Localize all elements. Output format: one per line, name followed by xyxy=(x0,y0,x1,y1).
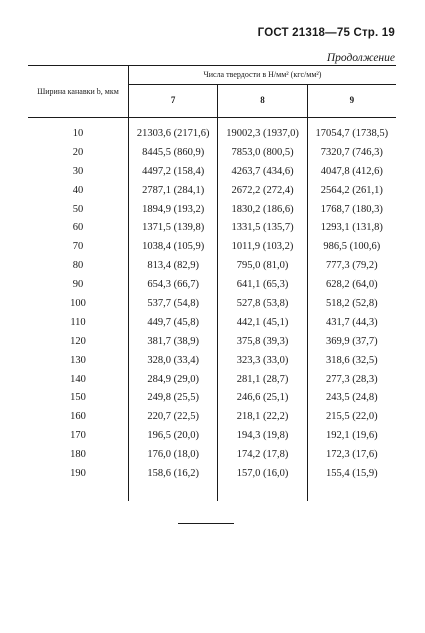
groove-width-cell: 100 xyxy=(28,294,129,313)
hardness-value-cell: 518,2 (52,8) xyxy=(307,294,396,313)
hardness-value-cell: 1038,4 (105,9) xyxy=(129,237,218,256)
groove-width-cell: 10 xyxy=(28,118,129,143)
hardness-value-cell: 277,3 (28,3) xyxy=(307,370,396,389)
groove-width-cell: 90 xyxy=(28,275,129,294)
groove-width-header: Ширина канавки b, мкм xyxy=(28,66,129,118)
groove-width-cell: 170 xyxy=(28,426,129,445)
table-body xyxy=(28,118,396,501)
hardness-value-cell: 1011,9 (103,2) xyxy=(218,237,307,256)
hardness-value-cell: 21303,6 (2171,6) xyxy=(129,118,218,143)
hardness-value-cell: 4497,2 (158,4) xyxy=(129,162,218,181)
hardness-value-cell: 176,0 (18,0) xyxy=(129,445,218,464)
groove-width-cell: 70 xyxy=(28,237,129,256)
groove-width-cell: 180 xyxy=(28,445,129,464)
table-row xyxy=(28,218,396,237)
hardness-value-cell: 318,6 (32,5) xyxy=(307,351,396,370)
groove-width-cell: 50 xyxy=(28,200,129,219)
hardness-value-cell: 1894,9 (193,2) xyxy=(129,200,218,219)
hardness-value-cell: 284,9 (29,0) xyxy=(129,370,218,389)
hardness-value-cell: 369,9 (37,7) xyxy=(307,332,396,351)
hardness-value-cell: 215,5 (22,0) xyxy=(307,407,396,426)
table-row xyxy=(28,294,396,313)
groove-width-cell: 110 xyxy=(28,313,129,332)
table-row xyxy=(28,237,396,256)
hardness-value-cell: 442,1 (45,1) xyxy=(218,313,307,332)
groove-width-cell: 80 xyxy=(28,256,129,275)
standard-number: ГОСТ 21318—75 xyxy=(257,27,351,39)
table-row xyxy=(28,143,396,162)
hardness-value-cell: 281,1 (28,7) xyxy=(218,370,307,389)
groove-width-cell: 140 xyxy=(28,370,129,389)
hardness-value-cell: 19002,3 (1937,0) xyxy=(218,118,307,143)
hardness-value-cell: 1830,2 (186,6) xyxy=(218,200,307,219)
hardness-value-cell: 220,7 (22,5) xyxy=(129,407,218,426)
hardness-value-cell: 527,8 (53,8) xyxy=(218,294,307,313)
hardness-value-cell: 795,0 (81,0) xyxy=(218,256,307,275)
table-row xyxy=(28,181,396,200)
hardness-value-cell: 192,1 (19,6) xyxy=(307,426,396,445)
hardness-value-cell: 449,7 (45,8) xyxy=(129,313,218,332)
table-row xyxy=(28,370,396,389)
hardness-value-cell: 218,1 (22,2) xyxy=(218,407,307,426)
hardness-value-cell: 8445,5 (860,9) xyxy=(129,143,218,162)
groove-width-cell: 30 xyxy=(28,162,129,181)
hardness-value-cell: 246,6 (25,1) xyxy=(218,388,307,407)
table-row xyxy=(28,445,396,464)
hardness-value-cell: 1371,5 (139,8) xyxy=(129,218,218,237)
groove-width-cell: 40 xyxy=(28,181,129,200)
hardness-value-cell: 654,3 (66,7) xyxy=(129,275,218,294)
hardness-value-cell: 375,8 (39,3) xyxy=(218,332,307,351)
table-row xyxy=(28,162,396,181)
table-row xyxy=(28,464,396,501)
hardness-table xyxy=(28,65,396,501)
table-row xyxy=(28,313,396,332)
hardness-value-cell: 2672,2 (272,4) xyxy=(218,181,307,200)
hardness-value-cell: 194,3 (19,8) xyxy=(218,426,307,445)
hardness-value-cell: 249,8 (25,5) xyxy=(129,388,218,407)
hardness-value-cell: 196,5 (20,0) xyxy=(129,426,218,445)
table-row xyxy=(28,388,396,407)
end-rule xyxy=(178,523,234,524)
hardness-value-cell: 243,5 (24,8) xyxy=(307,388,396,407)
hardness-value-cell: 1331,5 (135,7) xyxy=(218,218,307,237)
page-number: Стр. 19 xyxy=(353,27,395,39)
table-row xyxy=(28,426,396,445)
hardness-value-cell: 4047,8 (412,6) xyxy=(307,162,396,181)
hardness-value-cell: 157,0 (16,0) xyxy=(218,464,307,501)
hardness-value-cell: 777,3 (79,2) xyxy=(307,256,396,275)
column-header-7: 7 xyxy=(129,85,218,118)
hardness-value-cell: 986,5 (100,6) xyxy=(307,237,396,256)
hardness-value-cell: 537,7 (54,8) xyxy=(129,294,218,313)
hardness-value-cell: 2787,1 (284,1) xyxy=(129,181,218,200)
hardness-value-cell: 158,6 (16,2) xyxy=(129,464,218,501)
page-header xyxy=(258,27,395,39)
hardness-value-cell: 17054,7 (1738,5) xyxy=(307,118,396,143)
groove-width-cell: 20 xyxy=(28,143,129,162)
hardness-value-cell: 381,7 (38,9) xyxy=(129,332,218,351)
table-row xyxy=(28,275,396,294)
groove-width-cell: 160 xyxy=(28,407,129,426)
table-row xyxy=(28,351,396,370)
hardness-value-cell: 328,0 (33,4) xyxy=(129,351,218,370)
groove-width-cell: 120 xyxy=(28,332,129,351)
hardness-value-cell: 174,2 (17,8) xyxy=(218,445,307,464)
hardness-value-cell: 155,4 (15,9) xyxy=(307,464,396,501)
groove-width-cell: 130 xyxy=(28,351,129,370)
hardness-value-cell: 323,3 (33,0) xyxy=(218,351,307,370)
hardness-value-cell: 4263,7 (434,6) xyxy=(218,162,307,181)
groove-width-cell: 60 xyxy=(28,218,129,237)
groove-width-cell: 190 xyxy=(28,464,129,501)
continuation-label: Продолжение xyxy=(326,52,395,64)
groove-width-cell: 150 xyxy=(28,388,129,407)
column-header-9: 9 xyxy=(307,85,396,118)
table-row xyxy=(28,118,396,143)
table-row xyxy=(28,256,396,275)
hardness-value-cell: 2564,2 (261,1) xyxy=(307,181,396,200)
table-row xyxy=(28,407,396,426)
hardness-value-cell: 813,4 (82,9) xyxy=(129,256,218,275)
column-header-8: 8 xyxy=(218,85,307,118)
hardness-group-header: Числа твердости в Н/мм² (кгс/мм²) xyxy=(129,66,397,85)
table-row xyxy=(28,200,396,219)
table-row xyxy=(28,332,396,351)
hardness-value-cell: 1293,1 (131,8) xyxy=(307,218,396,237)
hardness-value-cell: 431,7 (44,3) xyxy=(307,313,396,332)
hardness-value-cell: 1768,7 (180,3) xyxy=(307,200,396,219)
hardness-value-cell: 628,2 (64,0) xyxy=(307,275,396,294)
hardness-value-cell: 172,3 (17,6) xyxy=(307,445,396,464)
hardness-value-cell: 7853,0 (800,5) xyxy=(218,143,307,162)
hardness-value-cell: 641,1 (65,3) xyxy=(218,275,307,294)
hardness-value-cell: 7320,7 (746,3) xyxy=(307,143,396,162)
